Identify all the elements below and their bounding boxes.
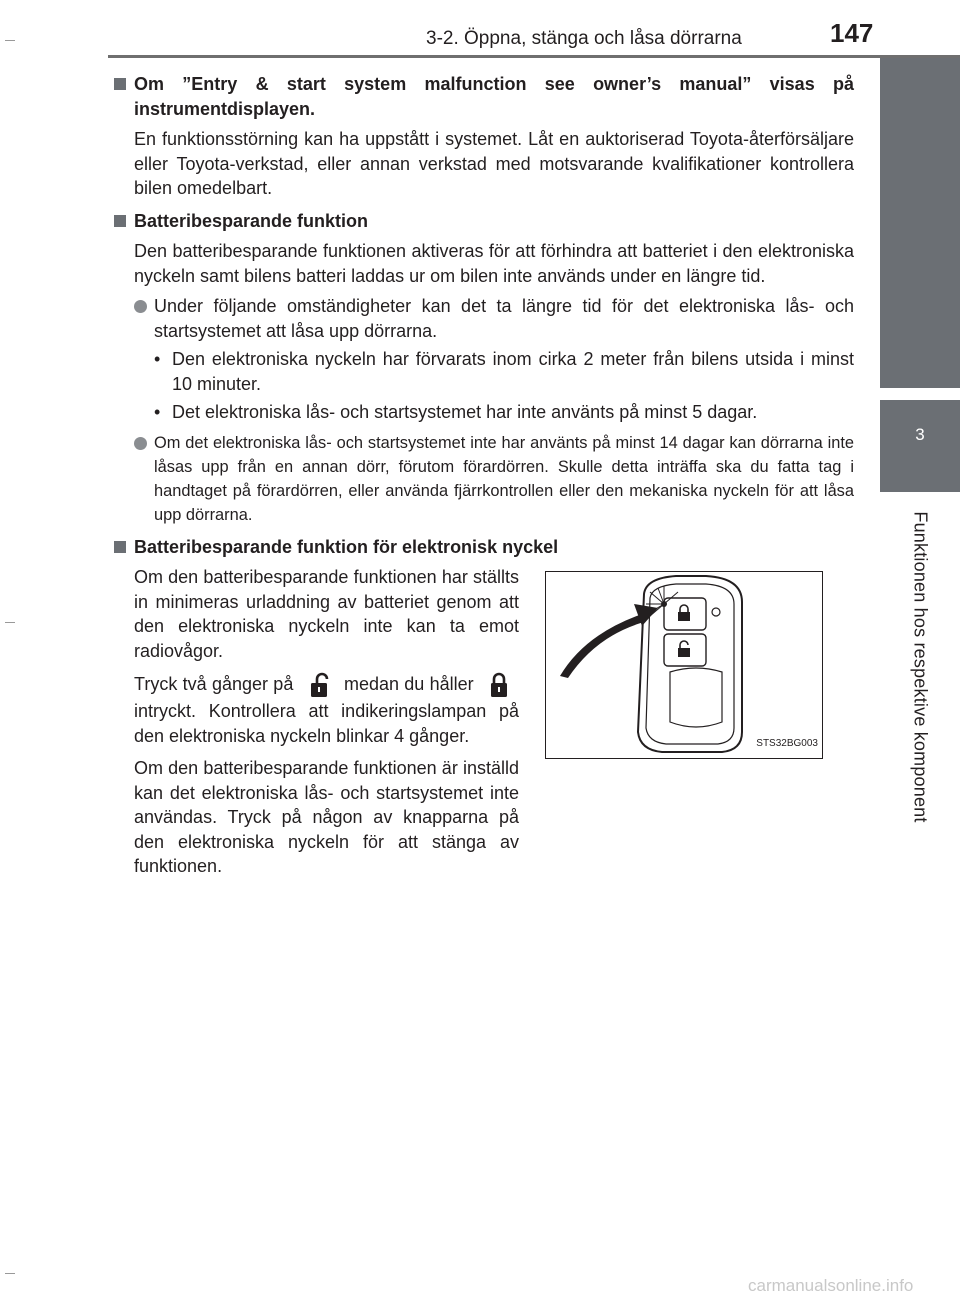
bullet-square-icon [114,541,126,553]
chapter-number: 3 [915,425,925,444]
crop-mark [5,40,15,41]
key-illustration [545,571,823,759]
page-content [112,72,854,933]
electronic-key-drawing [546,572,822,758]
section-paragraph: En funktionsstörning kan ha uppstått i systemet. Låt en auktoriserad Toyota-återförsäljare eller Toyota-verkstad, eller annan verkstad med motsvarande kvalifikationer kontrollera bilen omedelbart. [134,129,854,198]
sub-list-item: • Det elektroniska lås- och startsystemet har inte använts på minst 5 dagar. [112,400,854,425]
instruction-paragraph: Om den batteribesparande funktionen har ställts in minimeras urladdning av batteriet genom att den elektroniska nyckeln inte kan ta emot radiovågor. [134,567,519,661]
section-paragraph: Den batteribesparande funktionen aktiveras för att förhindra att batteriet i den elektroniska nyckeln samt bilens batteri laddas ur om bilen inte används under en längre tid. [134,241,854,286]
bullet-dot-icon [134,300,147,313]
lock-icon [485,671,513,699]
chapter-label: Funktionen hos respektive komponent [910,511,931,823]
instruction-paragraph: Om den batteribesparande funktionen är inställd kan det elektroniska lås- och startsystemet inte användas. Tryck på någon av knapparna på den elektroniska nyckeln för att stänga av funktionen. [134,758,519,876]
chapter-number-box [880,400,960,492]
chapter-label-box [880,492,960,852]
section-heading: Batteribesparande funktion för elektronisk nyckel [112,535,854,560]
instruction-paragraph: Tryck två gånger på medan du håller intryckt. Kontrollera att indikeringslampan på den elektroniska nyckeln blinkar 4 gånger. [134,671,519,748]
unlock-icon [305,671,333,699]
section-battery-saving [112,209,854,527]
list-item: Om det elektroniska lås- och startsystemet inte har använts på minst 14 dagar kan dörrarna inte låsas upp från en annan dörr, förutom förardörren. Skulle detta inträffa ska du fatta tag i handtaget på förardörren, eller använda fjärrkontrollen eller den mekaniska nyckeln för att låsa upp dörrarna. [112,431,854,527]
sub-list-item: • Den elektroniska nyckeln har förvarats inom cirka 2 meter från bilens utsida i minst 10 minuter. [154,349,854,394]
bullet-dot-icon [134,437,147,450]
bullet-mark: • [154,349,161,369]
page-number: 147 [830,18,874,48]
section-title: 3-2. Öppna, stänga och låsa dörrarna [426,28,742,49]
instruction-text [134,565,519,887]
page-header [0,0,960,58]
list-item: Under följande omständigheter kan det ta längre tid för det elektroniska lås- och startsystemet att låsa upp dörrarna. [112,294,854,343]
section-key-battery-saving [112,535,854,926]
chapter-side-tab [880,0,960,1303]
section-heading: Batteribesparande funktion [112,209,854,234]
bullet-mark: • [154,402,161,422]
text-with-figure [112,565,854,925]
crop-mark [5,1273,15,1274]
crop-mark [5,622,15,623]
bullet-square-icon [114,215,126,227]
header-rule [108,55,960,58]
watermark: carmanualsonline.info [748,1276,914,1295]
tab-top-bar [880,58,960,388]
section-malfunction [112,72,854,201]
section-heading: Om ”Entry & start system malfunction see owner’s manual” visas på instrumentdisplayen. [112,72,854,121]
bullet-square-icon [114,78,126,90]
figure-code: STS32BG003 [756,737,818,749]
